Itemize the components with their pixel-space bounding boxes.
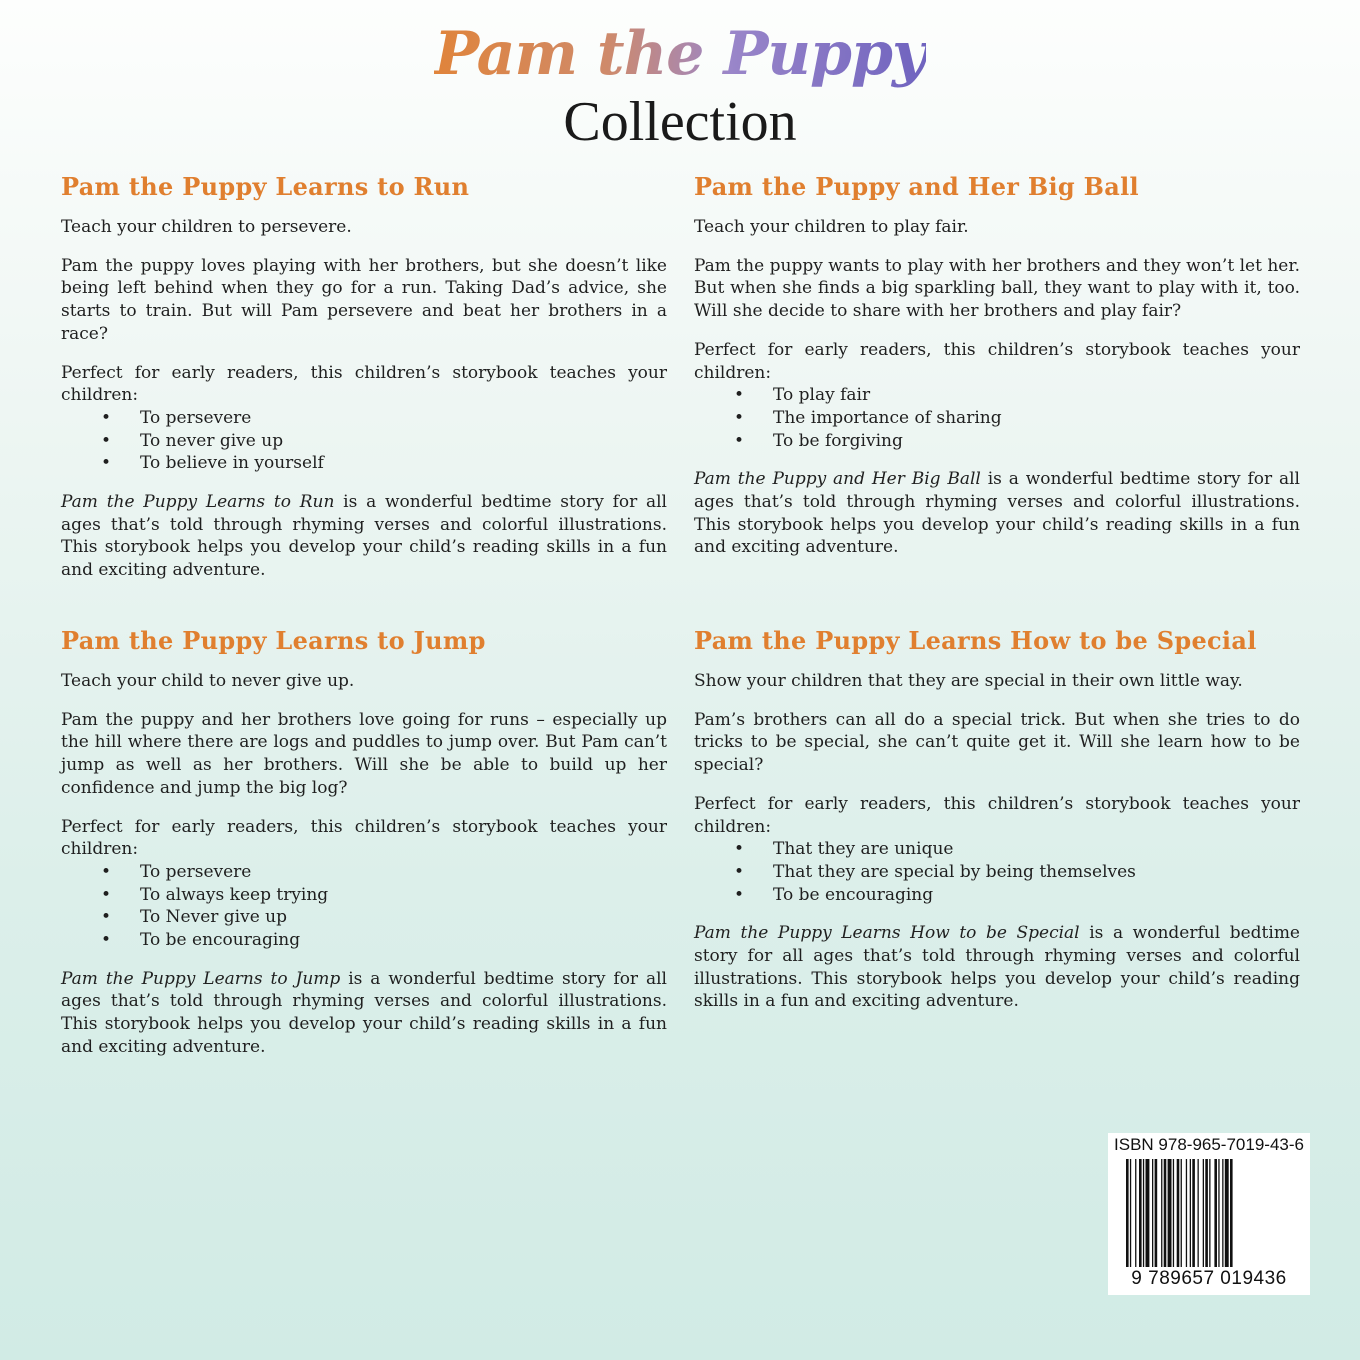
book-section-special bbox=[694, 626, 1300, 1029]
lesson-list bbox=[694, 838, 1300, 906]
book-section-run bbox=[61, 172, 667, 598]
book-intro: Perfect for early readers, this children’s storybook teaches your children: bbox=[694, 339, 1300, 383]
book-section-ball bbox=[694, 172, 1300, 575]
book-heading: Pam the Puppy Learns How to be Special bbox=[694, 626, 1257, 655]
book-closing bbox=[694, 468, 1300, 559]
book-summary: Pam the puppy wants to play with her brothers and they won’t let her. But when she finds a big sparkling ball, they want to play with it, too. Will she decide to share with her brothers and play fair? bbox=[694, 255, 1300, 322]
lesson-item: • To persevere bbox=[61, 407, 667, 430]
lesson-item: • To persevere bbox=[61, 861, 667, 884]
lesson-item: • To always keep trying bbox=[61, 884, 667, 907]
book-closing bbox=[61, 968, 667, 1059]
book-closing bbox=[694, 922, 1300, 1013]
book-summary: Pam the puppy loves playing with her brothers, but she doesn’t like being left behind when they go for a run. Taking Dad’s advice, she starts to train. But will Pam persevere and beat her brothers in a race? bbox=[61, 255, 667, 344]
lesson-item: • To never give up bbox=[61, 430, 667, 453]
lesson-item: • That they are special by being themselves bbox=[694, 861, 1300, 884]
book-section-jump bbox=[61, 626, 667, 1075]
book-heading: Pam the Puppy Learns to Jump bbox=[61, 626, 486, 655]
book-intro: Perfect for early readers, this children’s storybook teaches your children: bbox=[61, 362, 667, 406]
isbn-label: ISBN 978-965-7019-43-6 bbox=[1114, 1135, 1304, 1154]
book-tagline: Teach your children to persevere. bbox=[61, 217, 352, 237]
lesson-item: • The importance of sharing bbox=[694, 407, 1300, 430]
collection-subtitle: Collection bbox=[563, 91, 797, 153]
isbn-barcode bbox=[1108, 1133, 1310, 1295]
lesson-item: • To play fair bbox=[694, 384, 1300, 407]
book-closing bbox=[61, 491, 667, 582]
book-closing-text: is a wonderful bedtime story for all ages that’s told through rhyming verses and colorful illustrations. This storybook helps you develop your child’s reading skills in a fun and exciting adventure. bbox=[61, 492, 667, 581]
lesson-item: • To be forgiving bbox=[694, 430, 1300, 453]
book-intro: Perfect for early readers, this children’s storybook teaches your children: bbox=[61, 816, 667, 860]
lesson-item: • That they are unique bbox=[694, 838, 1300, 861]
book-closing-text: is a wonderful bedtime story for all ages that’s told through rhyming verses and colorful illustrations. This storybook helps you develop your child’s reading skills in a fun and exciting adventure. bbox=[61, 968, 667, 1057]
lesson-list bbox=[61, 861, 667, 952]
book-closing-title: Pam the Puppy Learns to Run bbox=[61, 492, 335, 513]
barcode-digits: 9 789657 019436 bbox=[1131, 1268, 1287, 1289]
book-closing-title: Pam the Puppy and Her Big Ball bbox=[694, 469, 981, 490]
lesson-list bbox=[694, 384, 1300, 452]
lesson-item: • To be encouraging bbox=[61, 929, 667, 952]
cover-header bbox=[0, 18, 1360, 152]
lesson-list bbox=[61, 407, 667, 475]
book-heading: Pam the Puppy Learns to Run bbox=[61, 172, 470, 201]
book-tagline: Teach your child to never give up. bbox=[61, 671, 355, 691]
book-summary: Pam the puppy and her brothers love going for runs – especially up the hill where there are logs and puddles to jump over. But Pam can’t jump as well as her brothers. Will she be able to build up her confidence and jump the big log? bbox=[61, 709, 667, 798]
barcode-icon bbox=[1124, 1159, 1294, 1269]
book-intro: Perfect for early readers, this children’s storybook teaches your children: bbox=[694, 793, 1300, 837]
book-heading: Pam the Puppy and Her Big Ball bbox=[694, 172, 1139, 201]
book-closing-text: is a wonderful bedtime story for all ages that’s told through rhyming verses and colorful illustrations. This storybook helps you develop your child’s reading skills in a fun and exciting adventure. bbox=[694, 469, 1300, 558]
collection-title: Pam the Puppy bbox=[434, 19, 926, 89]
lesson-item: • To Never give up bbox=[61, 906, 667, 929]
book-tagline: Teach your children to play fair. bbox=[694, 217, 969, 237]
book-closing-title: Pam the Puppy Learns How to be Special bbox=[694, 923, 1080, 944]
lesson-item: • To believe in yourself bbox=[61, 452, 667, 475]
book-closing-text: is a wonderful bedtime story for all ages that’s told through rhyming verses and colorful illustrations. This storybook helps you develop your child’s reading skills in a fun and exciting adventure. bbox=[694, 923, 1300, 1012]
book-summary: Pam’s brothers can all do a special trick. But when she tries to do tricks to be special, she can’t quite get it. Will she learn how to be special? bbox=[694, 709, 1300, 776]
book-tagline: Show your children that they are special in their own little way. bbox=[694, 671, 1243, 691]
book-closing-title: Pam the Puppy Learns to Jump bbox=[61, 968, 341, 989]
lesson-item: • To be encouraging bbox=[694, 884, 1300, 907]
